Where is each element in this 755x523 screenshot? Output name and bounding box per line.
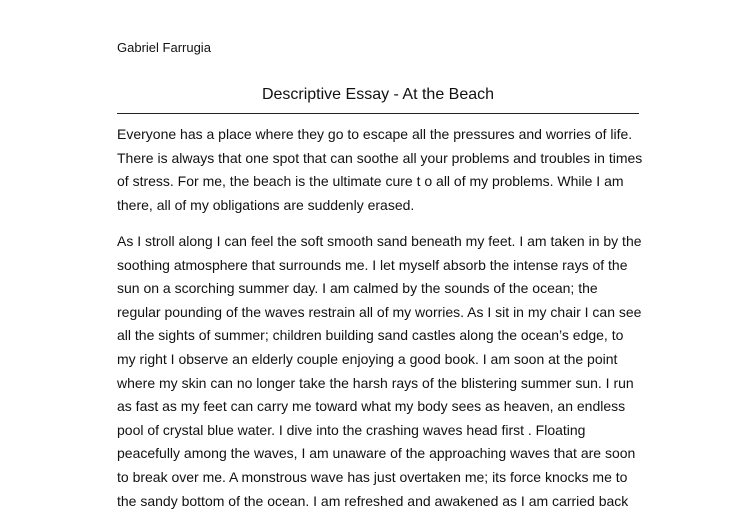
paragraph-line: There is always that one spot that can soothe all your problems and troubles in times: [117, 149, 643, 166]
paragraph-line: all the sights of summer; children building sand castles along the ocean’s edge, to: [117, 327, 624, 344]
author-name: Gabriel Farrugia: [117, 40, 211, 55]
paragraph-line: soothing atmosphere that surrounds me. I let myself absorb the intense rays of the: [117, 256, 628, 273]
paragraph-line: the sandy bottom of the ocean. I am refreshed and awakened as I am carried back: [117, 492, 629, 509]
paragraph-line: my right I observe an elderly couple enjoying a good book. I am soon at the point: [117, 350, 618, 367]
document-title: Descriptive Essay - At the Beach: [261, 86, 495, 103]
paragraph-line: where my skin can no longer take the harsh rays of the blistering summer sun. I run: [117, 374, 634, 391]
paragraph-line: there, all of my obligations are suddenly erased.: [117, 196, 415, 213]
paragraph-line: as fast as my feet can carry me toward what my body sees as heaven, an endless: [117, 398, 626, 415]
paragraph-line: of stress. For me, the beach is the ultimate cure t o all of my problems. While I am: [117, 173, 624, 190]
paragraph-line: As I stroll along I can feel the soft smooth sand beneath my feet. I am taken in by the: [117, 233, 642, 249]
paragraph-line: regular pounding of the waves restrain all of my worries. As I sit in my chair I can see: [117, 303, 642, 320]
paragraph-line: Everyone has a place where they go to escape all the pressures and worries of life.: [117, 126, 633, 142]
paragraph-1: [117, 123, 657, 217]
paragraph-line: sun on a scorching summer day. I am calmed by the sounds of the ocean; the: [117, 280, 598, 297]
paragraph-2: [117, 230, 657, 513]
paragraph-line: peacefully among the waves, I am unaware of the approaching waves that are soon: [117, 445, 636, 462]
title-underline-rule: [117, 113, 639, 114]
paragraph-line: pool of crystal blue water. I dive into the crashing waves head first . Floating: [117, 421, 586, 438]
paragraph-line: to break over me. A monstrous wave has just overtaken me; its force knocks me to: [117, 468, 628, 485]
